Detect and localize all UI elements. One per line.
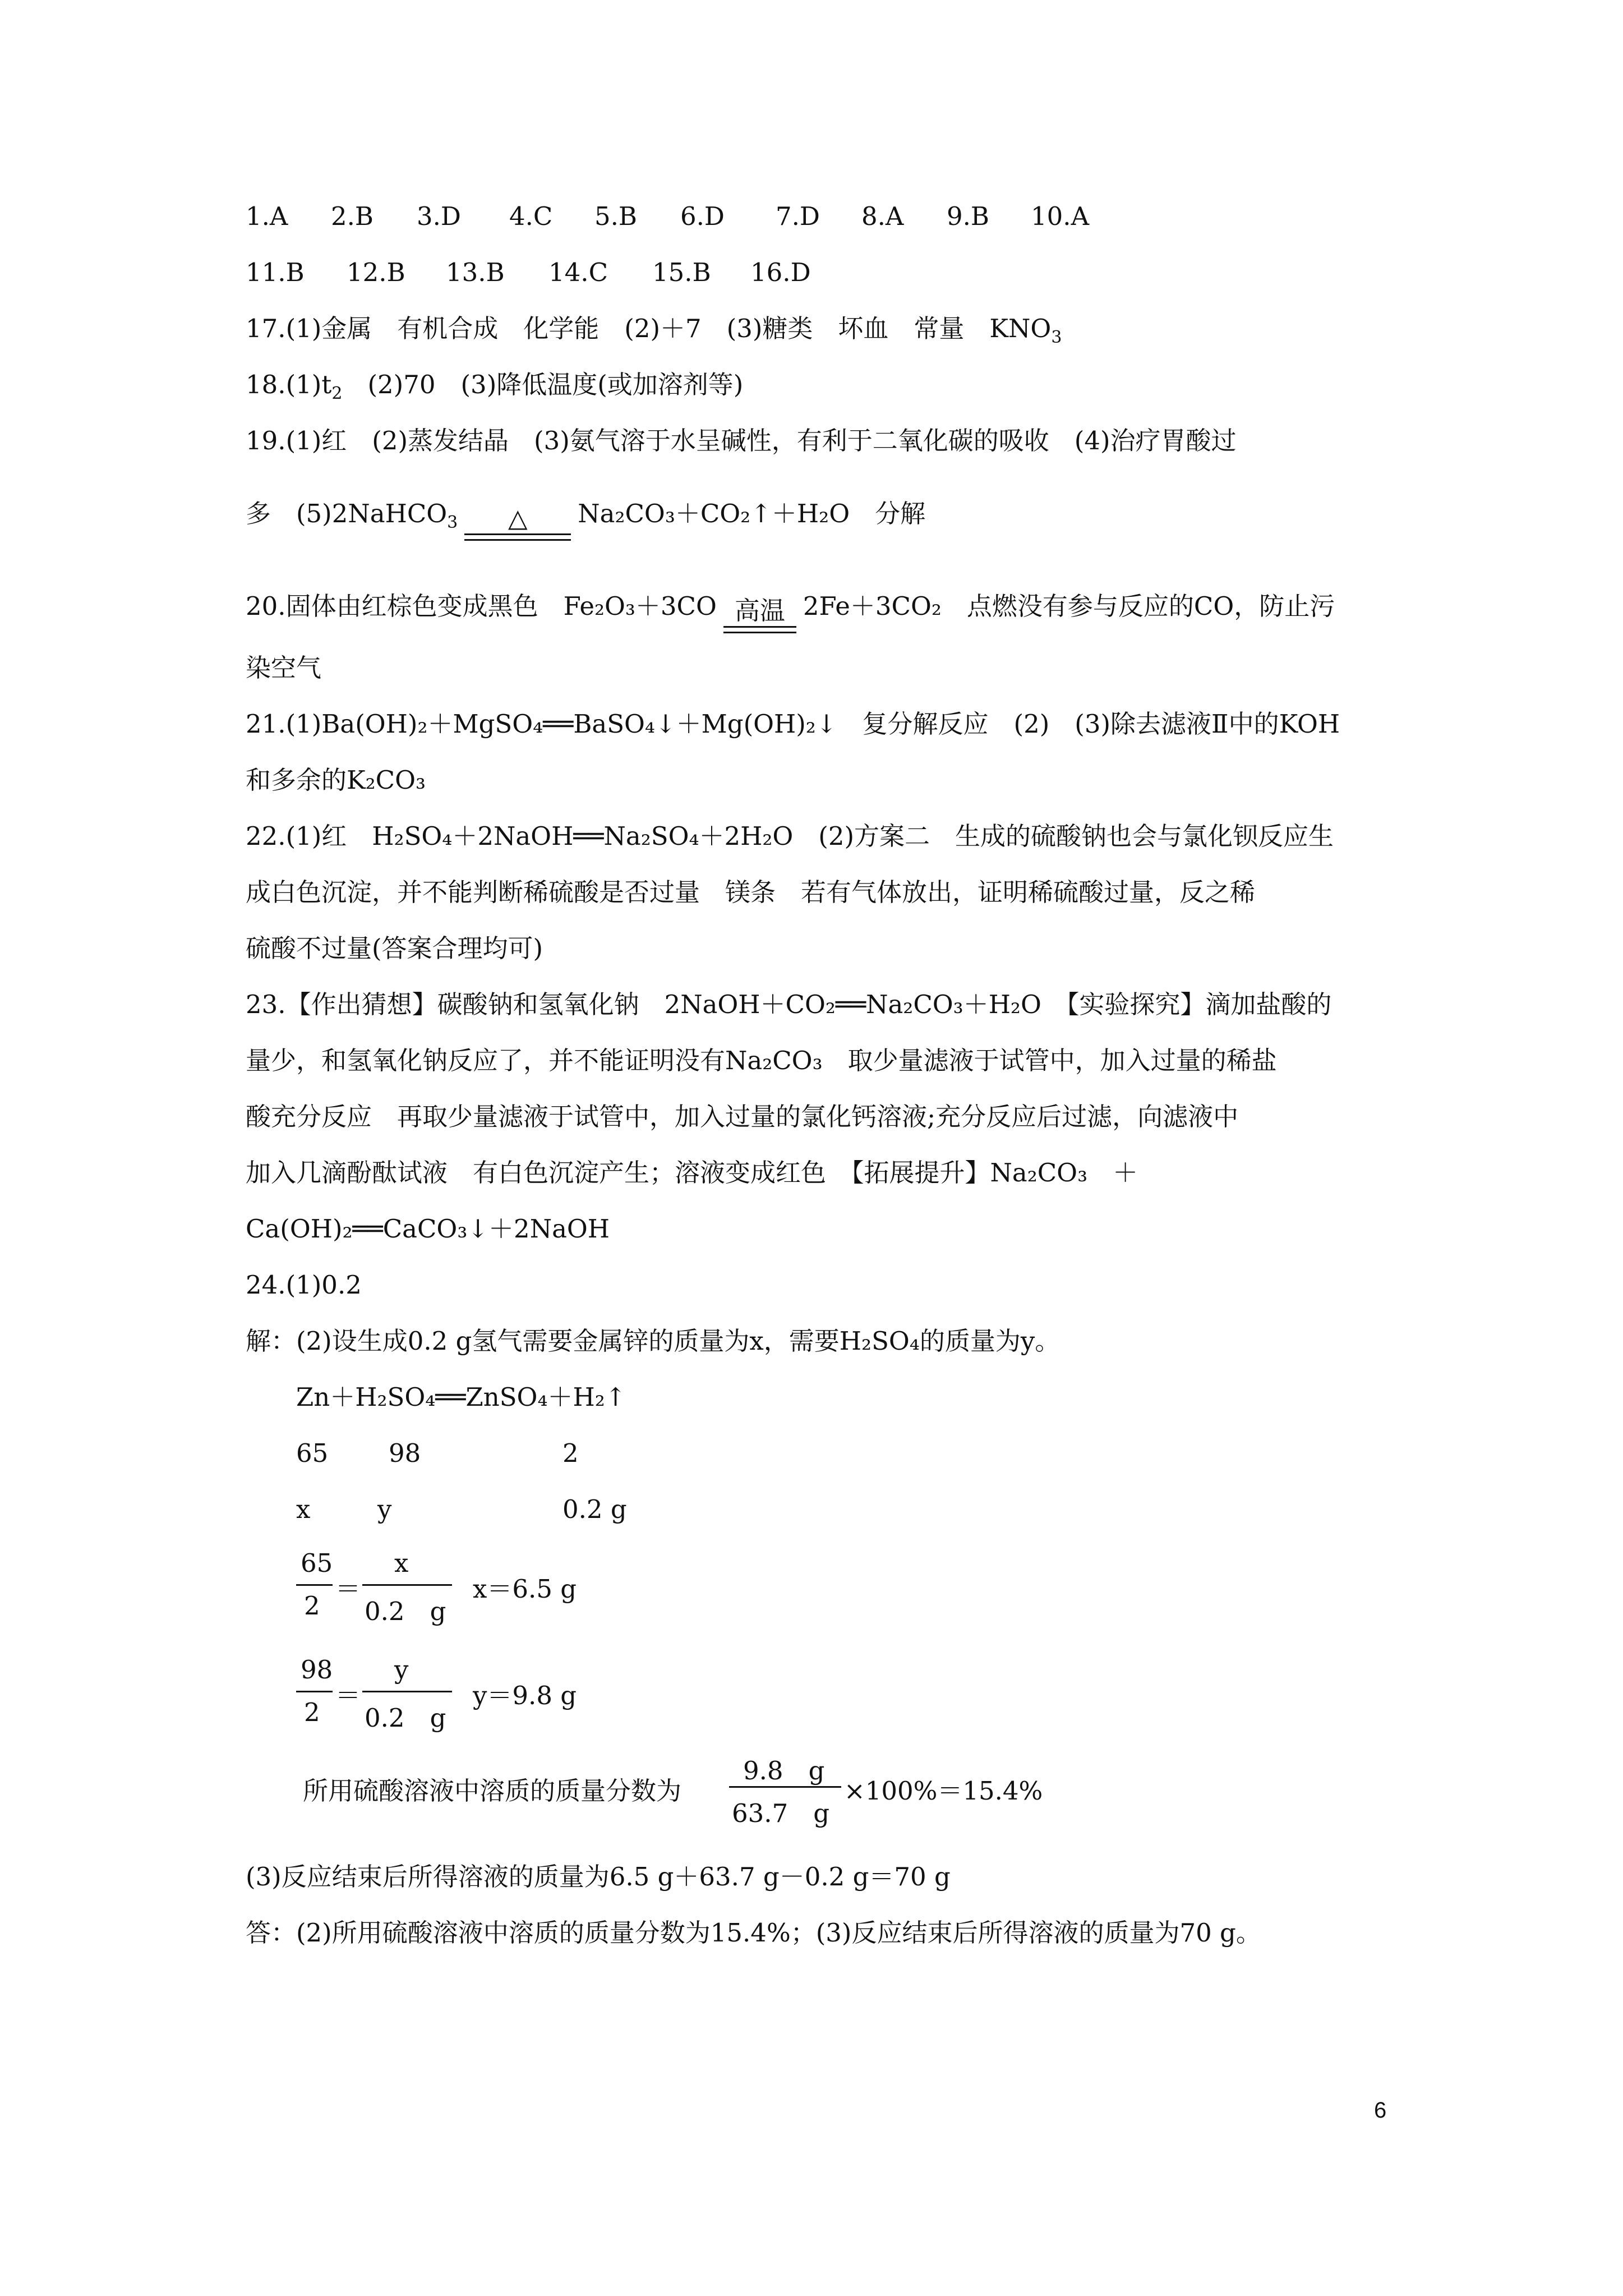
mc-answer: 4.C: [509, 201, 553, 231]
fraction-numerator: x: [394, 1548, 409, 1578]
reaction-condition: [723, 596, 796, 633]
answer-20-text-b: 2Fe＋3CO₂ 点燃没有参与反应的CO，防止污: [803, 591, 1335, 621]
page-number: 6: [1374, 2098, 1387, 2123]
fraction-denominator: 2: [304, 1591, 320, 1621]
equals: ＝: [335, 1681, 361, 1710]
mass-fraction-label: 所用硫酸溶液中溶质的质量分数为: [303, 1776, 682, 1806]
answer-24-line3: (3)反应结束后所得溶液的质量为6.5 g＋63.7 g－0.2 g＝70 g: [246, 1862, 951, 1892]
ratio-h2: 2: [562, 1438, 579, 1468]
answer-18-text-a: 18.(1)t: [246, 370, 332, 399]
mc-answer: 5.B: [594, 201, 638, 231]
reaction-condition: [464, 503, 571, 541]
mc-answer: 11.B: [246, 257, 305, 287]
answer-19-formula-a: 多 (5)2NaHCO: [246, 499, 448, 528]
fraction-numerator: 9.8 g: [743, 1756, 825, 1786]
result-y: y＝9.8 g: [473, 1681, 577, 1710]
answer-20-line1: [246, 589, 1390, 633]
subscript: 2: [331, 384, 343, 403]
fraction-bar: [296, 1584, 333, 1586]
answer-19-line1: 19.(1)红 (2)蒸发结晶 (3)氨气溶于水呈碱性，有利于二氧化碳的吸收 (4)治疗胃酸过: [246, 426, 1237, 455]
equals-sign: [464, 533, 571, 541]
heat-symbol: △: [508, 503, 528, 533]
answer-18-text-b: (2)70 (3)降低温度(或加溶剂等): [342, 370, 744, 399]
mc-answer: 7.D: [776, 201, 820, 231]
ratio-h2so4: 98: [389, 1438, 421, 1468]
mc-answer: 2.B: [331, 201, 374, 231]
high-temp-label: 高温: [734, 596, 785, 625]
mc-answer: 15.B: [652, 257, 711, 287]
mc-answer: 1.A: [246, 201, 288, 231]
mc-answer: 12.B: [347, 257, 405, 287]
answer-20-line2: 染空气: [246, 653, 322, 683]
answer-22-line2: 成白色沉淀，并不能判断稀硫酸是否过量 镁条 若有气体放出，证明稀硫酸过量，反之稀: [246, 877, 1256, 907]
answer-19-formula-b: Na₂CO₃＋CO₂↑＋H₂O 分解: [578, 499, 926, 528]
answer-23-line1: 23.【作出猜想】碳酸钠和氢氧化钠 2NaOH＋CO₂══Na₂CO₃＋H₂O 【实验探究】滴加盐酸的: [246, 990, 1332, 1019]
fraction-numerator: 65: [301, 1548, 333, 1578]
answer-17: [246, 311, 1390, 346]
answer-23-line4: 加入几滴酚酞试液 有白色沉淀产生；溶液变成红色 【拓展提升】Na₂CO₃ ＋: [246, 1158, 1138, 1188]
answer-17-text: 17.(1)金属 有机合成 化学能 (2)＋7 (3)糖类 坏血 常量 KNO: [246, 314, 1052, 343]
answer-21-line2: 和多余的K₂CO₃: [246, 765, 426, 795]
mc-answer: 8.A: [861, 201, 904, 231]
answer-23-line5: Ca(OH)₂══CaCO₃↓＋2NaOH: [246, 1214, 610, 1244]
fraction-bar: [729, 1786, 841, 1788]
answer-21-line1: 21.(1)Ba(OH)₂＋MgSO₄══BaSO₄↓＋Mg(OH)₂↓ 复分解反应 (2) (3)除去滤液Ⅱ中的KOH: [246, 709, 1340, 739]
unknown-x: x: [296, 1494, 311, 1524]
answer-22-line1: 22.(1)红 H₂SO₄＋2NaOH══Na₂SO₄＋2H₂O (2)方案二 生成的硫酸钠也会与氯化钡反应生: [246, 821, 1334, 851]
answer-24-line2: 解：(2)设生成0.2 g氢气需要金属锌的质量为x，需要H₂SO₄的质量为y。: [246, 1326, 1061, 1356]
fraction-denominator: 0.2 g: [365, 1703, 446, 1733]
ratio-zn: 65: [296, 1438, 329, 1468]
mass-fraction-result: ×100%＝15.4%: [844, 1776, 1043, 1806]
equals-sign: [723, 626, 796, 633]
mc-answer: 9.B: [947, 201, 990, 231]
mass-h2: 0.2 g: [562, 1494, 627, 1524]
equals: ＝: [335, 1574, 361, 1604]
reaction-equation: Zn＋H₂SO₄══ZnSO₄＋H₂↑: [296, 1382, 626, 1412]
answer-23-line3: 酸充分反应 再取少量滤液于试管中，加入过量的氯化钙溶液;充分反应后过滤，向滤液中: [246, 1102, 1239, 1131]
mc-answer: 14.C: [548, 257, 608, 287]
fraction-denominator: 2: [304, 1697, 320, 1727]
answer-24-line1: 24.(1)0.2: [246, 1270, 362, 1300]
mc-answer: 6.D: [680, 201, 725, 231]
mc-answer: 10.A: [1031, 201, 1090, 231]
answer-18: [246, 367, 1390, 402]
fraction-bar: [362, 1691, 452, 1692]
fraction-denominator: 63.7 g: [732, 1798, 830, 1828]
mc-answer: 3.D: [417, 201, 462, 231]
mc-answer: 16.D: [750, 257, 811, 287]
mc-answer: 13.B: [446, 257, 505, 287]
answer-20-text-a: 20.固体由红棕色变成黑色 Fe₂O₃＋3CO: [246, 591, 717, 621]
fraction-denominator: 0.2 g: [365, 1596, 446, 1626]
proportion-y: [296, 1655, 689, 1739]
subscript: 3: [1051, 328, 1062, 347]
fraction-bar: [362, 1584, 452, 1586]
result-x: x＝6.5 g: [473, 1574, 577, 1604]
fraction-numerator: 98: [301, 1655, 333, 1685]
unknown-y: y: [377, 1494, 392, 1524]
answer-19-line2: 多 (5)2NaHCO$_3$ △ Na₂CO₃＋CO₂↑＋H₂O 分解: [246, 496, 1390, 541]
mass-fraction-calc: [303, 1750, 1088, 1834]
proportion-x: [296, 1548, 689, 1632]
final-answer: 答：(2)所用硫酸溶液中溶质的质量分数为15.4%；(3)反应结束后所得溶液的质量为70 g。: [246, 1918, 1261, 1948]
fraction-bar: [296, 1691, 333, 1692]
fraction-numerator: y: [394, 1655, 409, 1685]
answer-23-line2: 量少，和氢氧化钠反应了，并不能证明没有Na₂CO₃ 取少量滤液于试管中，加入过量的稀盐: [246, 1046, 1277, 1075]
answer-22-line3: 硫酸不过量(答案合理均可): [246, 933, 543, 963]
